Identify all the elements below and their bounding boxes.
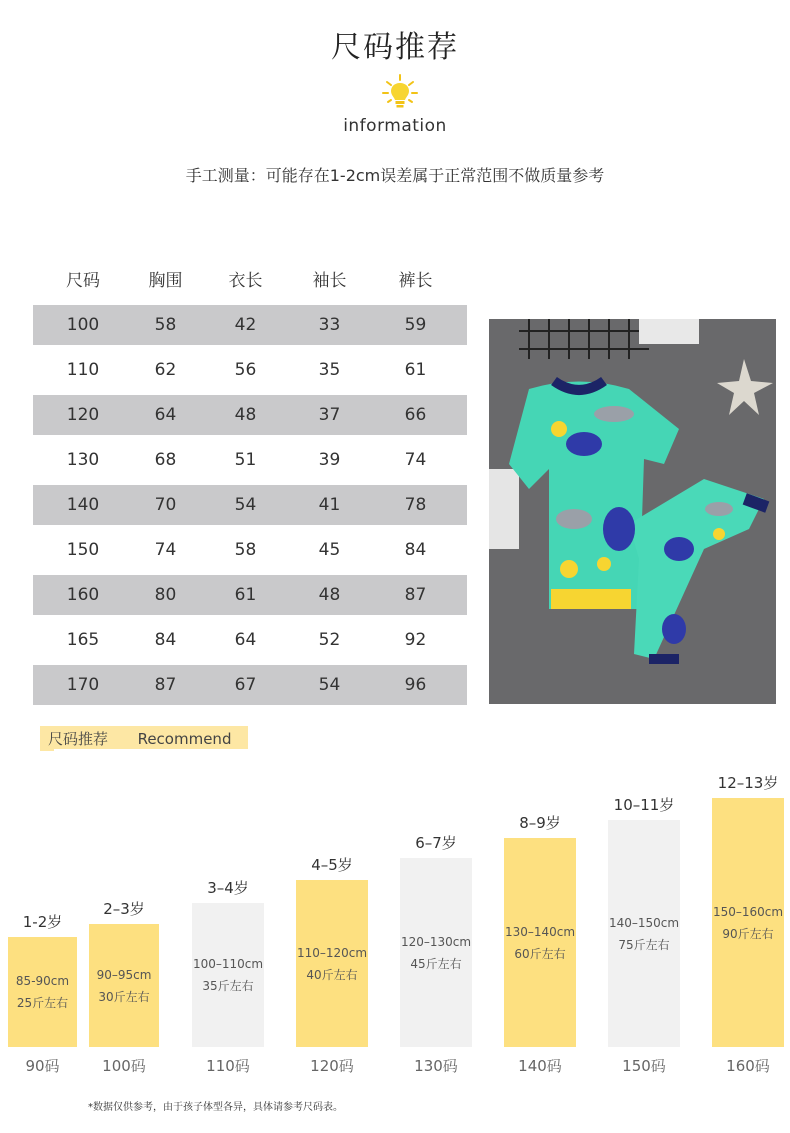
height-range: 110–120cm: [296, 945, 368, 960]
table-cell: 48: [318, 585, 341, 605]
age-label: 2–3岁: [103, 900, 145, 918]
size-code-label: 110码: [206, 1057, 250, 1075]
table-cell: 96: [404, 675, 427, 695]
size-code-label: 150码: [622, 1057, 666, 1075]
recommend-label: [48, 728, 231, 749]
size-bar: [89, 924, 159, 1047]
table-row: [33, 665, 467, 705]
table-cell: 33: [318, 315, 341, 335]
weight-range: 90斤左右: [722, 926, 774, 941]
table-row: [33, 575, 467, 615]
info-subtitle: information: [343, 116, 447, 136]
table-cell: 74: [404, 450, 427, 470]
table-cell: 130: [66, 450, 100, 470]
table-cell: 160: [66, 585, 100, 605]
weight-range: 30斤左右: [98, 989, 150, 1004]
height-range: 140–150cm: [608, 915, 680, 930]
column-header: 袖长: [312, 270, 347, 291]
table-row: [33, 395, 467, 435]
weight-range: 35斤左右: [202, 979, 254, 993]
age-label: 4–5岁: [311, 856, 353, 874]
size-bar: [504, 838, 576, 1047]
table-cell: 150: [66, 540, 100, 560]
table-row: [33, 485, 467, 525]
size-code-label: 130码: [414, 1057, 458, 1075]
size-bar: [400, 858, 472, 1047]
table-cell: 78: [404, 495, 427, 515]
column-header: 尺码: [66, 270, 100, 291]
size-code-label: 100码: [102, 1057, 146, 1075]
age-label: 1-2岁: [22, 913, 63, 931]
table-row: [33, 350, 467, 390]
table-cell: 87: [154, 675, 177, 695]
table-cell: 61: [404, 360, 427, 380]
table-cell: 64: [154, 405, 177, 425]
table-cell: 58: [234, 540, 257, 560]
height-range: 100–110cm: [192, 957, 264, 971]
age-label: 12–13岁: [717, 774, 779, 792]
table-cell: 56: [234, 360, 257, 380]
table-cell: 140: [66, 495, 100, 515]
table-row: [33, 620, 467, 660]
table-cell: 61: [234, 585, 257, 605]
size-bar: [608, 820, 680, 1047]
column-header: 裤长: [398, 270, 433, 291]
table-cell: 52: [318, 630, 341, 650]
weight-range: 60斤左右: [514, 946, 566, 961]
size-bar: [8, 937, 77, 1047]
page-title: 尺码推荐: [331, 30, 459, 65]
table-cell: 110: [66, 360, 100, 380]
table-cell: 80: [154, 585, 177, 605]
weight-range: 75斤左右: [618, 937, 670, 952]
size-table-header: [33, 262, 467, 294]
height-range: 130–140cm: [504, 924, 576, 939]
table-cell: 45: [318, 540, 341, 560]
table-cell: 100: [66, 315, 100, 335]
table-cell: 84: [154, 630, 177, 650]
age-label: 10–11岁: [613, 796, 675, 814]
height-range: 85-90cm: [15, 974, 70, 988]
size-code-label: 90码: [25, 1057, 60, 1075]
recommend-label-en: Recommend: [137, 730, 232, 748]
age-label: 3–4岁: [207, 879, 249, 897]
table-cell: 59: [404, 315, 427, 335]
product-photo: [489, 319, 776, 704]
column-header: 胸围: [148, 270, 183, 291]
weight-range: 25斤左右: [16, 996, 69, 1010]
table-cell: 54: [234, 495, 257, 515]
table-cell: 84: [404, 540, 427, 560]
table-cell: 92: [404, 630, 427, 650]
table-cell: 87: [404, 585, 427, 605]
recommend-label-cn: 尺码推荐: [48, 730, 109, 748]
height-range: 90–95cm: [96, 967, 152, 982]
weight-range: 45斤左右: [410, 956, 462, 971]
table-cell: 41: [318, 495, 341, 515]
table-cell: 74: [154, 540, 177, 560]
column-header: 衣长: [228, 270, 263, 291]
table-cell: 58: [154, 315, 177, 335]
disclaimer: *数据仅供参考，由于孩子体型各异，具体请参考尺码表。: [88, 1102, 343, 1113]
table-cell: 64: [234, 630, 257, 650]
table-cell: 120: [66, 405, 100, 425]
table-cell: 39: [318, 450, 341, 470]
table-cell: 54: [318, 675, 341, 695]
table-cell: 35: [318, 360, 341, 380]
table-cell: 170: [66, 675, 100, 695]
table-cell: 67: [234, 675, 257, 695]
table-cell: 37: [318, 405, 341, 425]
size-bar: [192, 903, 264, 1047]
table-cell: 62: [154, 360, 177, 380]
size-bar: [712, 798, 784, 1047]
table-cell: 42: [234, 315, 257, 335]
size-bar: [296, 880, 368, 1047]
table-cell: 66: [404, 405, 427, 425]
table-row: [33, 305, 467, 345]
table-cell: 165: [66, 630, 100, 650]
height-range: 150–160cm: [712, 904, 784, 919]
size-code-label: 120码: [310, 1057, 354, 1075]
measurement-note: 手工测量：可能存在1-2cm误差属于正常范围不做质量参考: [185, 166, 605, 185]
age-label: 8–9岁: [519, 814, 561, 832]
size-code-label: 160码: [726, 1057, 770, 1075]
lightbulb-icon: [380, 72, 420, 112]
table-row: [33, 530, 467, 570]
size-code-label: 140码: [518, 1057, 562, 1075]
table-row: [33, 440, 467, 480]
height-range: 120–130cm: [400, 934, 472, 949]
table-cell: 51: [234, 450, 257, 470]
table-cell: 68: [154, 450, 177, 470]
table-cell: 48: [234, 405, 257, 425]
table-cell: 70: [154, 495, 177, 515]
age-label: 6–7岁: [415, 834, 457, 852]
weight-range: 40斤左右: [306, 967, 358, 982]
